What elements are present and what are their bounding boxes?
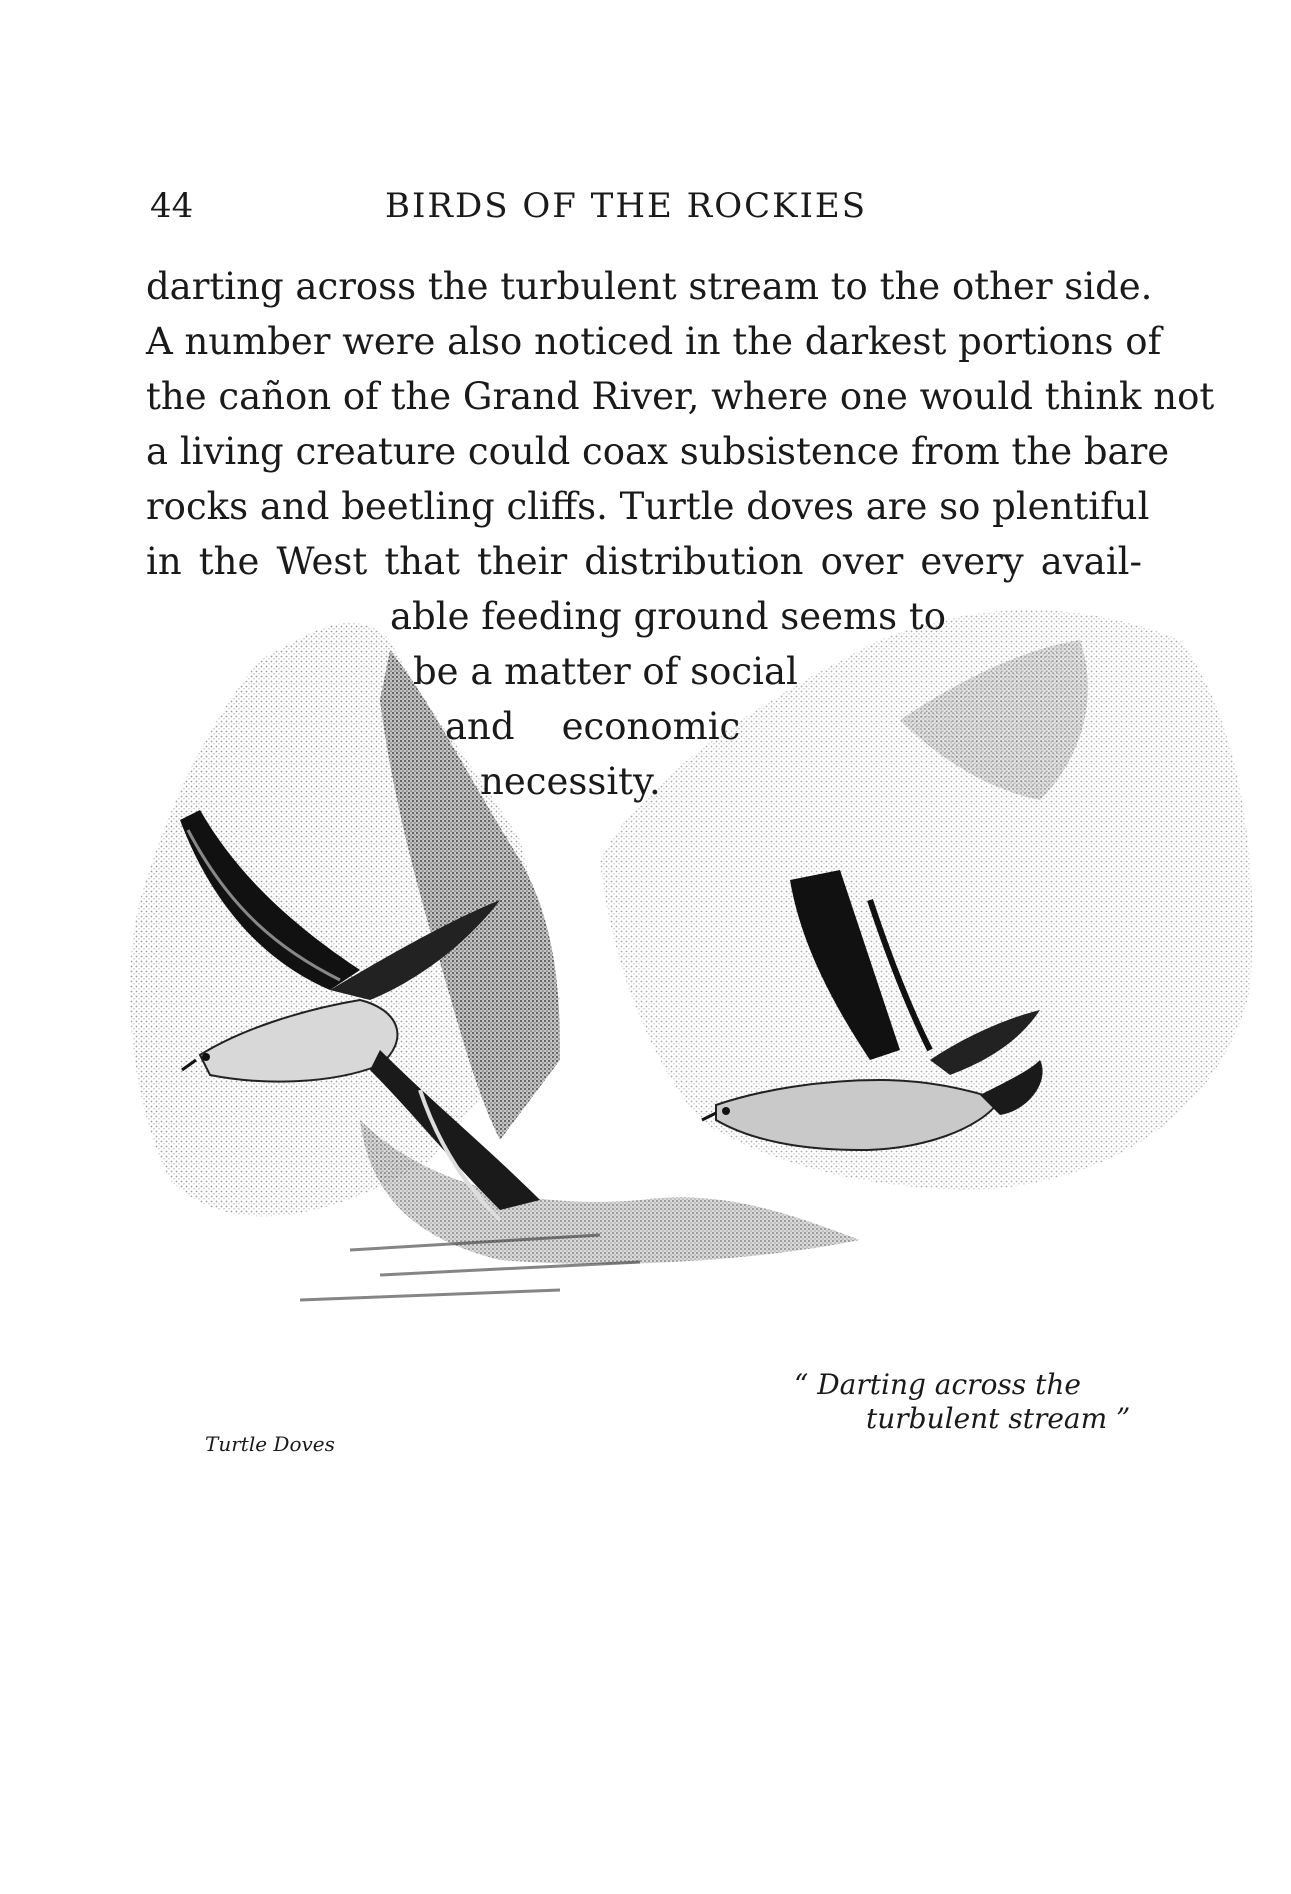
plate-label: Turtle Doves	[205, 1432, 335, 1456]
body-line-8: be a matter of social	[413, 650, 798, 693]
body-line-1: darting across the turbulent stream to the other side.	[146, 265, 1153, 308]
body-line-2: A number were also noticed in the darkest portions of	[146, 320, 1162, 363]
body-line-4: a living creature could coax subsistence from the bare	[146, 430, 1170, 473]
body-line-6: in the West that their distribution over every avail-	[146, 540, 1142, 583]
body-line-10: necessity.	[480, 760, 661, 803]
illustration-caption-line-2: turbulent stream ”	[866, 1402, 1131, 1435]
page-number: 44	[150, 186, 194, 226]
running-title: BIRDS OF THE ROCKIES	[385, 186, 868, 226]
body-line-3: the cañon of the Grand River, where one would think not	[146, 375, 1215, 418]
illustration-caption-line-1: “ Darting across the	[794, 1368, 1081, 1401]
body-line-9: and economic	[445, 705, 741, 748]
body-line-5: rocks and beetling cliffs. Turtle doves are so plentiful	[146, 485, 1150, 528]
body-line-7: able feeding ground seems to	[390, 595, 947, 638]
